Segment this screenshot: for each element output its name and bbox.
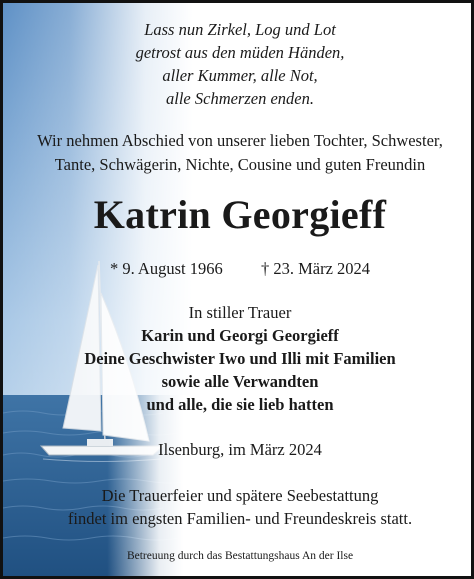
funeral-line-1: Die Trauerfeier und spätere Seebestattung <box>101 486 379 505</box>
birth-date: * 9. August 1966 <box>109 259 223 278</box>
mourning-heading: In stiller Trauer <box>188 303 292 322</box>
poem-line-3: aller Kummer, alle Not, <box>162 66 318 85</box>
funeral-line-2: findet im engsten Familien- und Freundeskreis statt. <box>67 509 413 528</box>
mourner-line-1: Karin und Georgi Georgieff <box>141 326 339 345</box>
funeral-home-credit: Betreuung durch das Bestattungshaus An der Ilse <box>126 550 354 562</box>
intro-line-1: Wir nehmen Abschied von unserer lieben Tochter, Schwester, <box>37 131 443 150</box>
poem-line-4: alle Schmerzen enden. <box>166 89 314 108</box>
deceased-name: Katrin Georgieff <box>93 192 387 237</box>
poem-line-2: getrost aus den müden Händen, <box>135 43 345 62</box>
intro-line-2: Tante, Schwägerin, Nichte, Cousine und guten Freundin <box>54 155 426 174</box>
place-date: Ilsenburg, im März 2024 <box>158 440 322 459</box>
poem-line-1: Lass nun Zirkel, Log und Lot <box>144 20 336 39</box>
death-date: † 23. März 2024 <box>260 259 371 278</box>
mourner-line-2: Deine Geschwister Iwo und Illi mit Familien <box>84 349 396 368</box>
mourner-line-3: sowie alle Verwandten <box>161 372 319 391</box>
life-dates <box>3 259 474 279</box>
mourner-line-4: und alle, die sie lieb hatten <box>146 395 334 414</box>
